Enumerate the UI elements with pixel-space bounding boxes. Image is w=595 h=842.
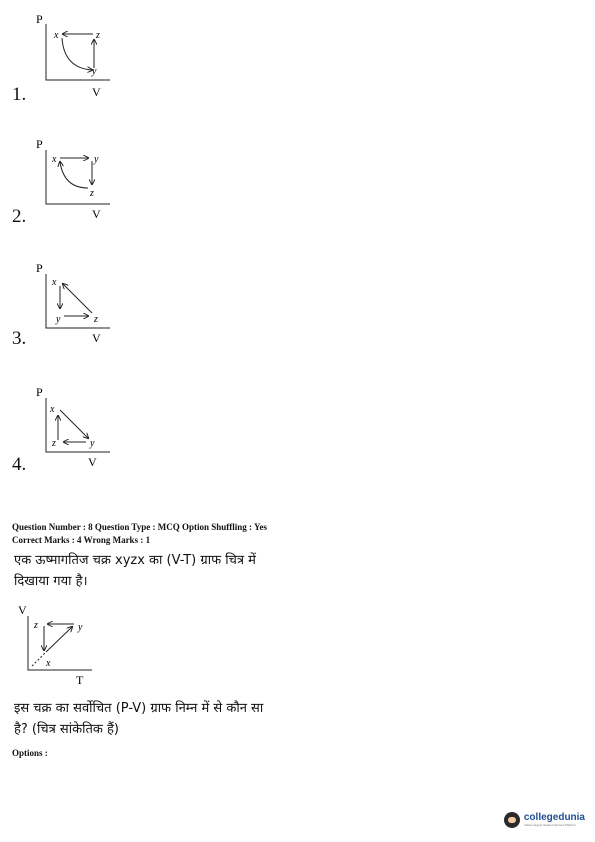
point-label-z: z: [94, 314, 98, 325]
process-x-to-y: [60, 410, 88, 438]
option-number: 2.: [12, 206, 27, 227]
point-label-y: y: [94, 154, 99, 165]
logo-name: collegedunia: [523, 812, 585, 823]
pv-graph-option-1: [30, 12, 120, 102]
process-x-to-y: [62, 38, 92, 70]
question-text-line-2: दिखाया गया है।: [14, 574, 88, 589]
options-label: Options :: [12, 748, 48, 758]
vt-graph: [12, 600, 102, 690]
point-label-x: x: [50, 404, 55, 415]
axis-label-v: V: [92, 85, 101, 99]
point-label-y: y: [90, 438, 95, 449]
point-label-x: x: [52, 277, 57, 288]
point-label-z: z: [34, 620, 38, 631]
origin-guide-dashed: [32, 652, 46, 666]
axis-label-p: P: [36, 12, 43, 26]
axis-label-t: T: [76, 673, 84, 687]
process-z-to-x: [60, 162, 88, 188]
collegedunia-logo: [504, 812, 585, 828]
point-label-z: z: [90, 188, 94, 199]
point-label-y: y: [92, 66, 97, 77]
axis-label-v: V: [92, 331, 101, 345]
point-label-y: y: [78, 622, 83, 633]
question-text-line-3: इस चक्र का सर्वोचित (P-V) ग्राफ निम्न में से कौन सा: [14, 701, 264, 716]
point-label-x: x: [54, 30, 59, 41]
point-label-z: z: [96, 30, 100, 41]
mascot-icon: [504, 812, 520, 828]
question-meta-line-1: Question Number : 8 Question Type : MCQ Option Shuffling : Yes: [12, 522, 267, 532]
axis-label-p: P: [36, 261, 43, 275]
axis-label-p: P: [36, 385, 43, 399]
process-z-to-x: [63, 284, 92, 313]
question-meta-line-2: Correct Marks : 4 Wrong Marks : 1: [12, 535, 151, 545]
pv-graph-option-3: [30, 258, 120, 348]
axis-label-v: V: [18, 603, 27, 617]
axis-label-v: V: [88, 455, 97, 469]
option-number: 3.: [12, 328, 27, 349]
process-x-to-y: [46, 627, 72, 652]
option-number: 1.: [12, 84, 27, 105]
question-text-line-1: एक ऊष्मागतिज चक्र xyzx का (V-T) ग्राफ चित्र में: [14, 553, 256, 568]
point-label-z: z: [52, 438, 56, 449]
question-text-line-4: है? (चित्र सांकेतिक हैं): [14, 722, 119, 737]
point-label-y: y: [56, 314, 61, 325]
axis-label-v: V: [92, 207, 101, 221]
pv-graph-option-4: [30, 380, 120, 470]
point-label-x: x: [46, 658, 51, 669]
option-number: 4.: [12, 454, 27, 475]
axis-label-p: P: [36, 137, 43, 151]
point-label-x: x: [52, 154, 57, 165]
pv-graph-option-2: [30, 134, 120, 224]
logo-tagline: India's largest Student Review Platform: [523, 823, 577, 827]
